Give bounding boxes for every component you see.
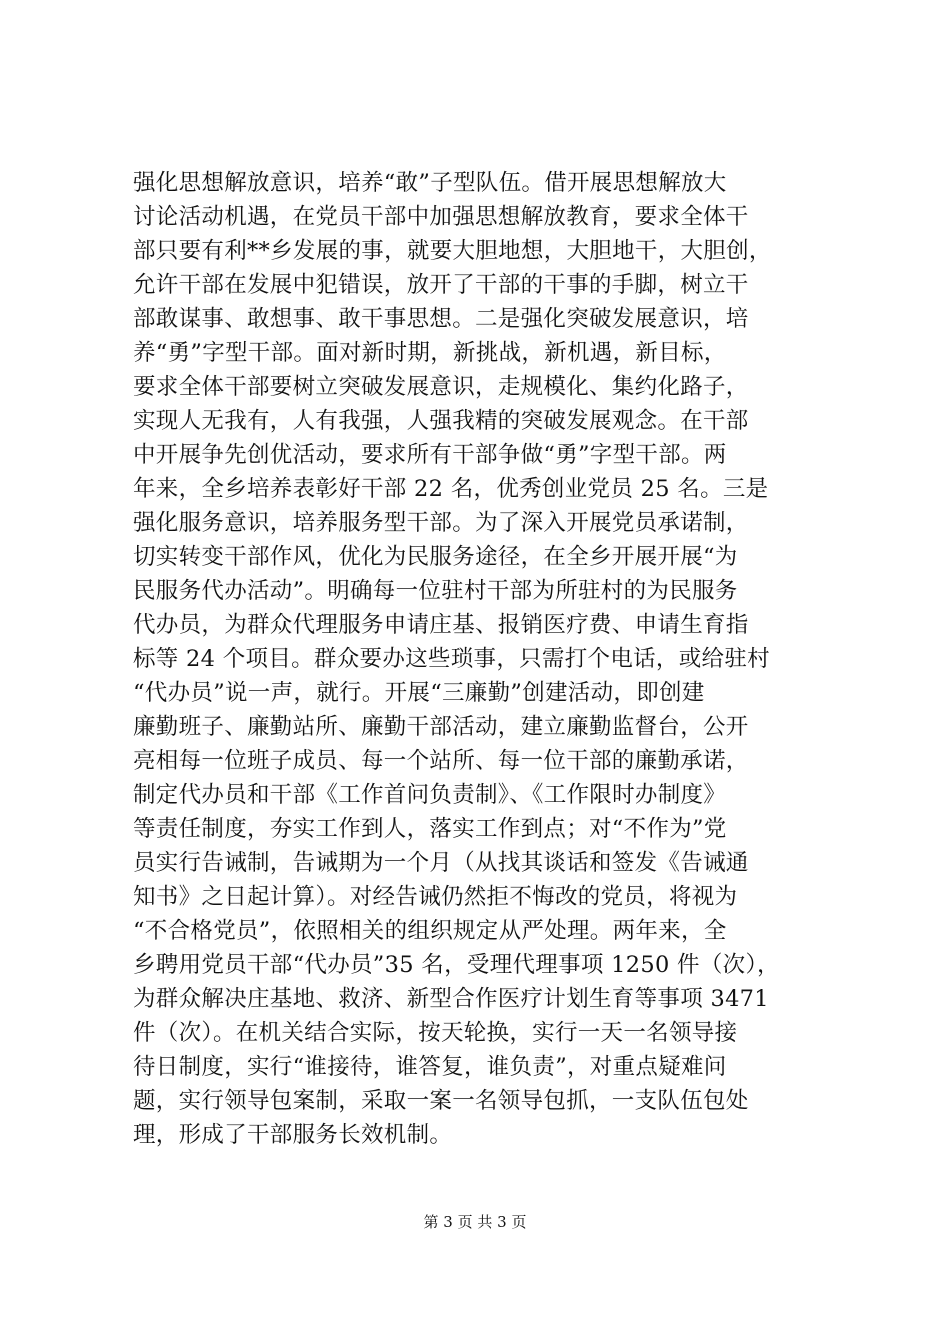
text-line: 部只要有利**乡发展的事，就要大胆地想，大胆地干，大胆创， [133, 238, 772, 264]
text-line: 强化服务意识，培养服务型干部。为了深入开展党员承诺制， [133, 510, 749, 536]
text-line: 亮相每一位班子成员、每一个站所、每一位干部的廉勤承诺， [133, 748, 749, 774]
text-line: 切实转变干部作风，优化为民服务途径，在全乡开展开展“为 [133, 544, 738, 570]
text-line: 强化思想解放意识，培养“敢”子型队伍。借开展思想解放大 [133, 170, 727, 196]
text-line: 制定代办员和干部《工作首问负责制》、《工作限时办制度》 [133, 782, 727, 808]
text-line: “代办员”说一声，就行。开展“三廉勤”创建活动，即创建 [133, 680, 705, 706]
text-line: 等责任制度，夯实工作到人，落实工作到点；对“不作为”党 [133, 816, 727, 842]
text-line: 标等 24 个项目。群众要办这些琐事，只需打个电话，或给驻村 [133, 646, 770, 672]
text-line: 民服务代办活动”。明确每一位驻村干部为所驻村的为民服务 [133, 578, 738, 604]
text-line: 待日制度，实行“谁接待，谁答复，谁负责”，对重点疑难问 [133, 1054, 727, 1080]
text-line: 年来，全乡培养表彰好干部 22 名，优秀创业党员 25 名。三是 [133, 476, 769, 502]
text-line: 题，实行领导包案制，采取一案一名领导包抓，一支队伍包处 [133, 1088, 749, 1114]
text-line: 部敢谋事、敢想事、敢干事思想。二是强化突破发展意识，培 [133, 306, 749, 332]
text-line: 件（次）。在机关结合实际，按天轮换，实行一天一名领导接 [133, 1020, 738, 1046]
text-line: 乡聘用党员干部“代办员”35 名，受理代理事项 1250 件（次）， [133, 952, 780, 978]
text-line: 廉勤班子、廉勤站所、廉勤干部活动，建立廉勤监督台，公开 [133, 714, 749, 740]
text-line: 实现人无我有，人有我强，人强我精的突破发展观念。在干部 [133, 408, 749, 434]
text-line: 理，形成了干部服务长效机制。 [133, 1122, 453, 1148]
text-line: 知书》之日起计算）。对经告诫仍然拒不悔改的党员，将视为 [133, 884, 738, 910]
text-line: 为群众解决庄基地、救济、新型合作医疗计划生育等事项 3471 [133, 986, 769, 1012]
body-paragraph [133, 166, 833, 1152]
text-line: “不合格党员”，依照相关的组织规定从严处理。两年来，全 [133, 918, 727, 944]
text-line: 员实行告诫制，告诫期为一个月（从找其谈话和签发《告诫通 [133, 850, 749, 876]
text-line: 养“勇”字型干部。面对新时期，新挑战，新机遇，新目标， [133, 340, 727, 366]
text-line: 讨论活动机遇，在党员干部中加强思想解放教育，要求全体干 [133, 204, 749, 230]
text-line: 代办员，为群众代理服务申请庄基、报销医疗费、申请生育指 [133, 612, 749, 638]
text-line: 允许干部在发展中犯错误，放开了干部的干事的手脚，树立干 [133, 272, 749, 298]
text-line: 要求全体干部要树立突破发展意识，走规模化、集约化路子， [133, 374, 749, 400]
page-number-footer: 第 3 页 共 3 页 [423, 1213, 527, 1231]
text-line: 中开展争先创优活动，要求所有干部争做“勇”字型干部。两 [133, 442, 727, 468]
